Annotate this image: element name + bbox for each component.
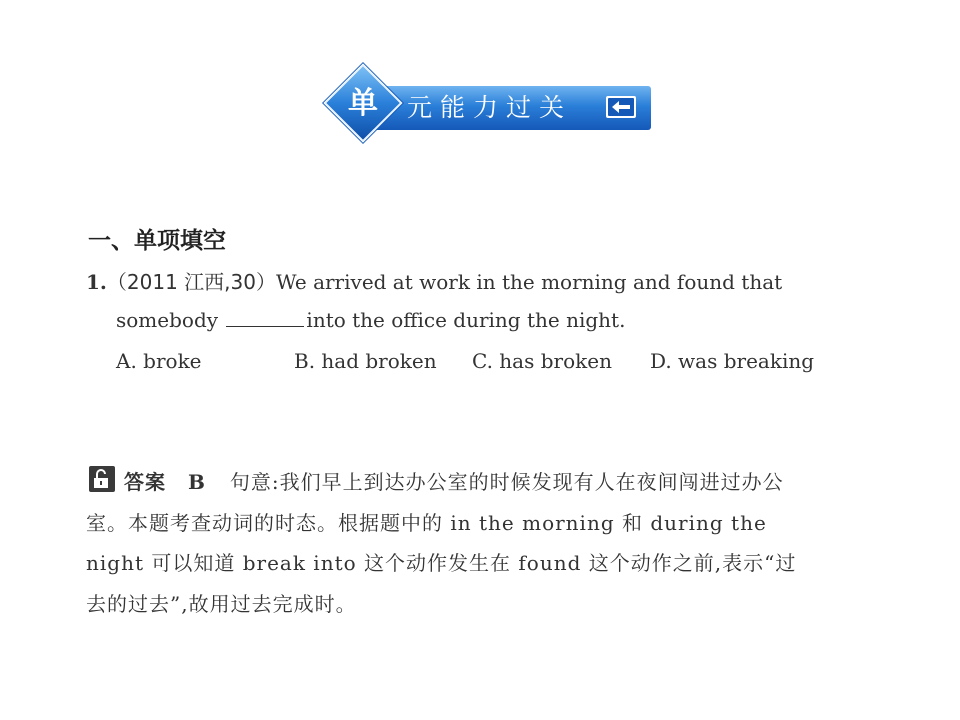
question-line-2 [116, 308, 625, 332]
back-arrow-icon[interactable] [606, 96, 636, 118]
question-line-1 [86, 266, 782, 295]
question-text-2-post: into the office during the night. [306, 308, 626, 332]
question-text-1: We arrived at work in the morning and found that [275, 270, 783, 294]
unit-banner [329, 72, 653, 142]
option-b[interactable]: B. had broken [294, 349, 437, 373]
option-c[interactable]: C. has broken [472, 349, 612, 373]
banner-title: 元能力过关 [407, 93, 573, 122]
banner-lead-char: 单 [348, 86, 378, 121]
answer-label: 答案 [124, 470, 166, 494]
question-number: 1. [86, 270, 107, 294]
answer-paragraph [86, 462, 816, 624]
answer-letter: B [188, 470, 206, 494]
section-title: 一、单项填空 [88, 228, 226, 254]
answer-blank [226, 308, 304, 327]
option-d[interactable]: D. was breaking [650, 349, 815, 373]
option-a[interactable]: A. broke [116, 349, 202, 373]
question-text-2-pre: somebody [116, 308, 219, 332]
question-source: （2011 江西,30） [106, 270, 276, 294]
answer-explanation: 句意:我们早上到达办公室的时候发现有人在夜间闯进过办公室。本题考查动词的时态。根据题中的 in the morning 和 during the night 可以知道 break into 这个动作发生在 found 这个动作之前,表示“过去的过去”,故用过去完成时。 [86, 470, 797, 616]
